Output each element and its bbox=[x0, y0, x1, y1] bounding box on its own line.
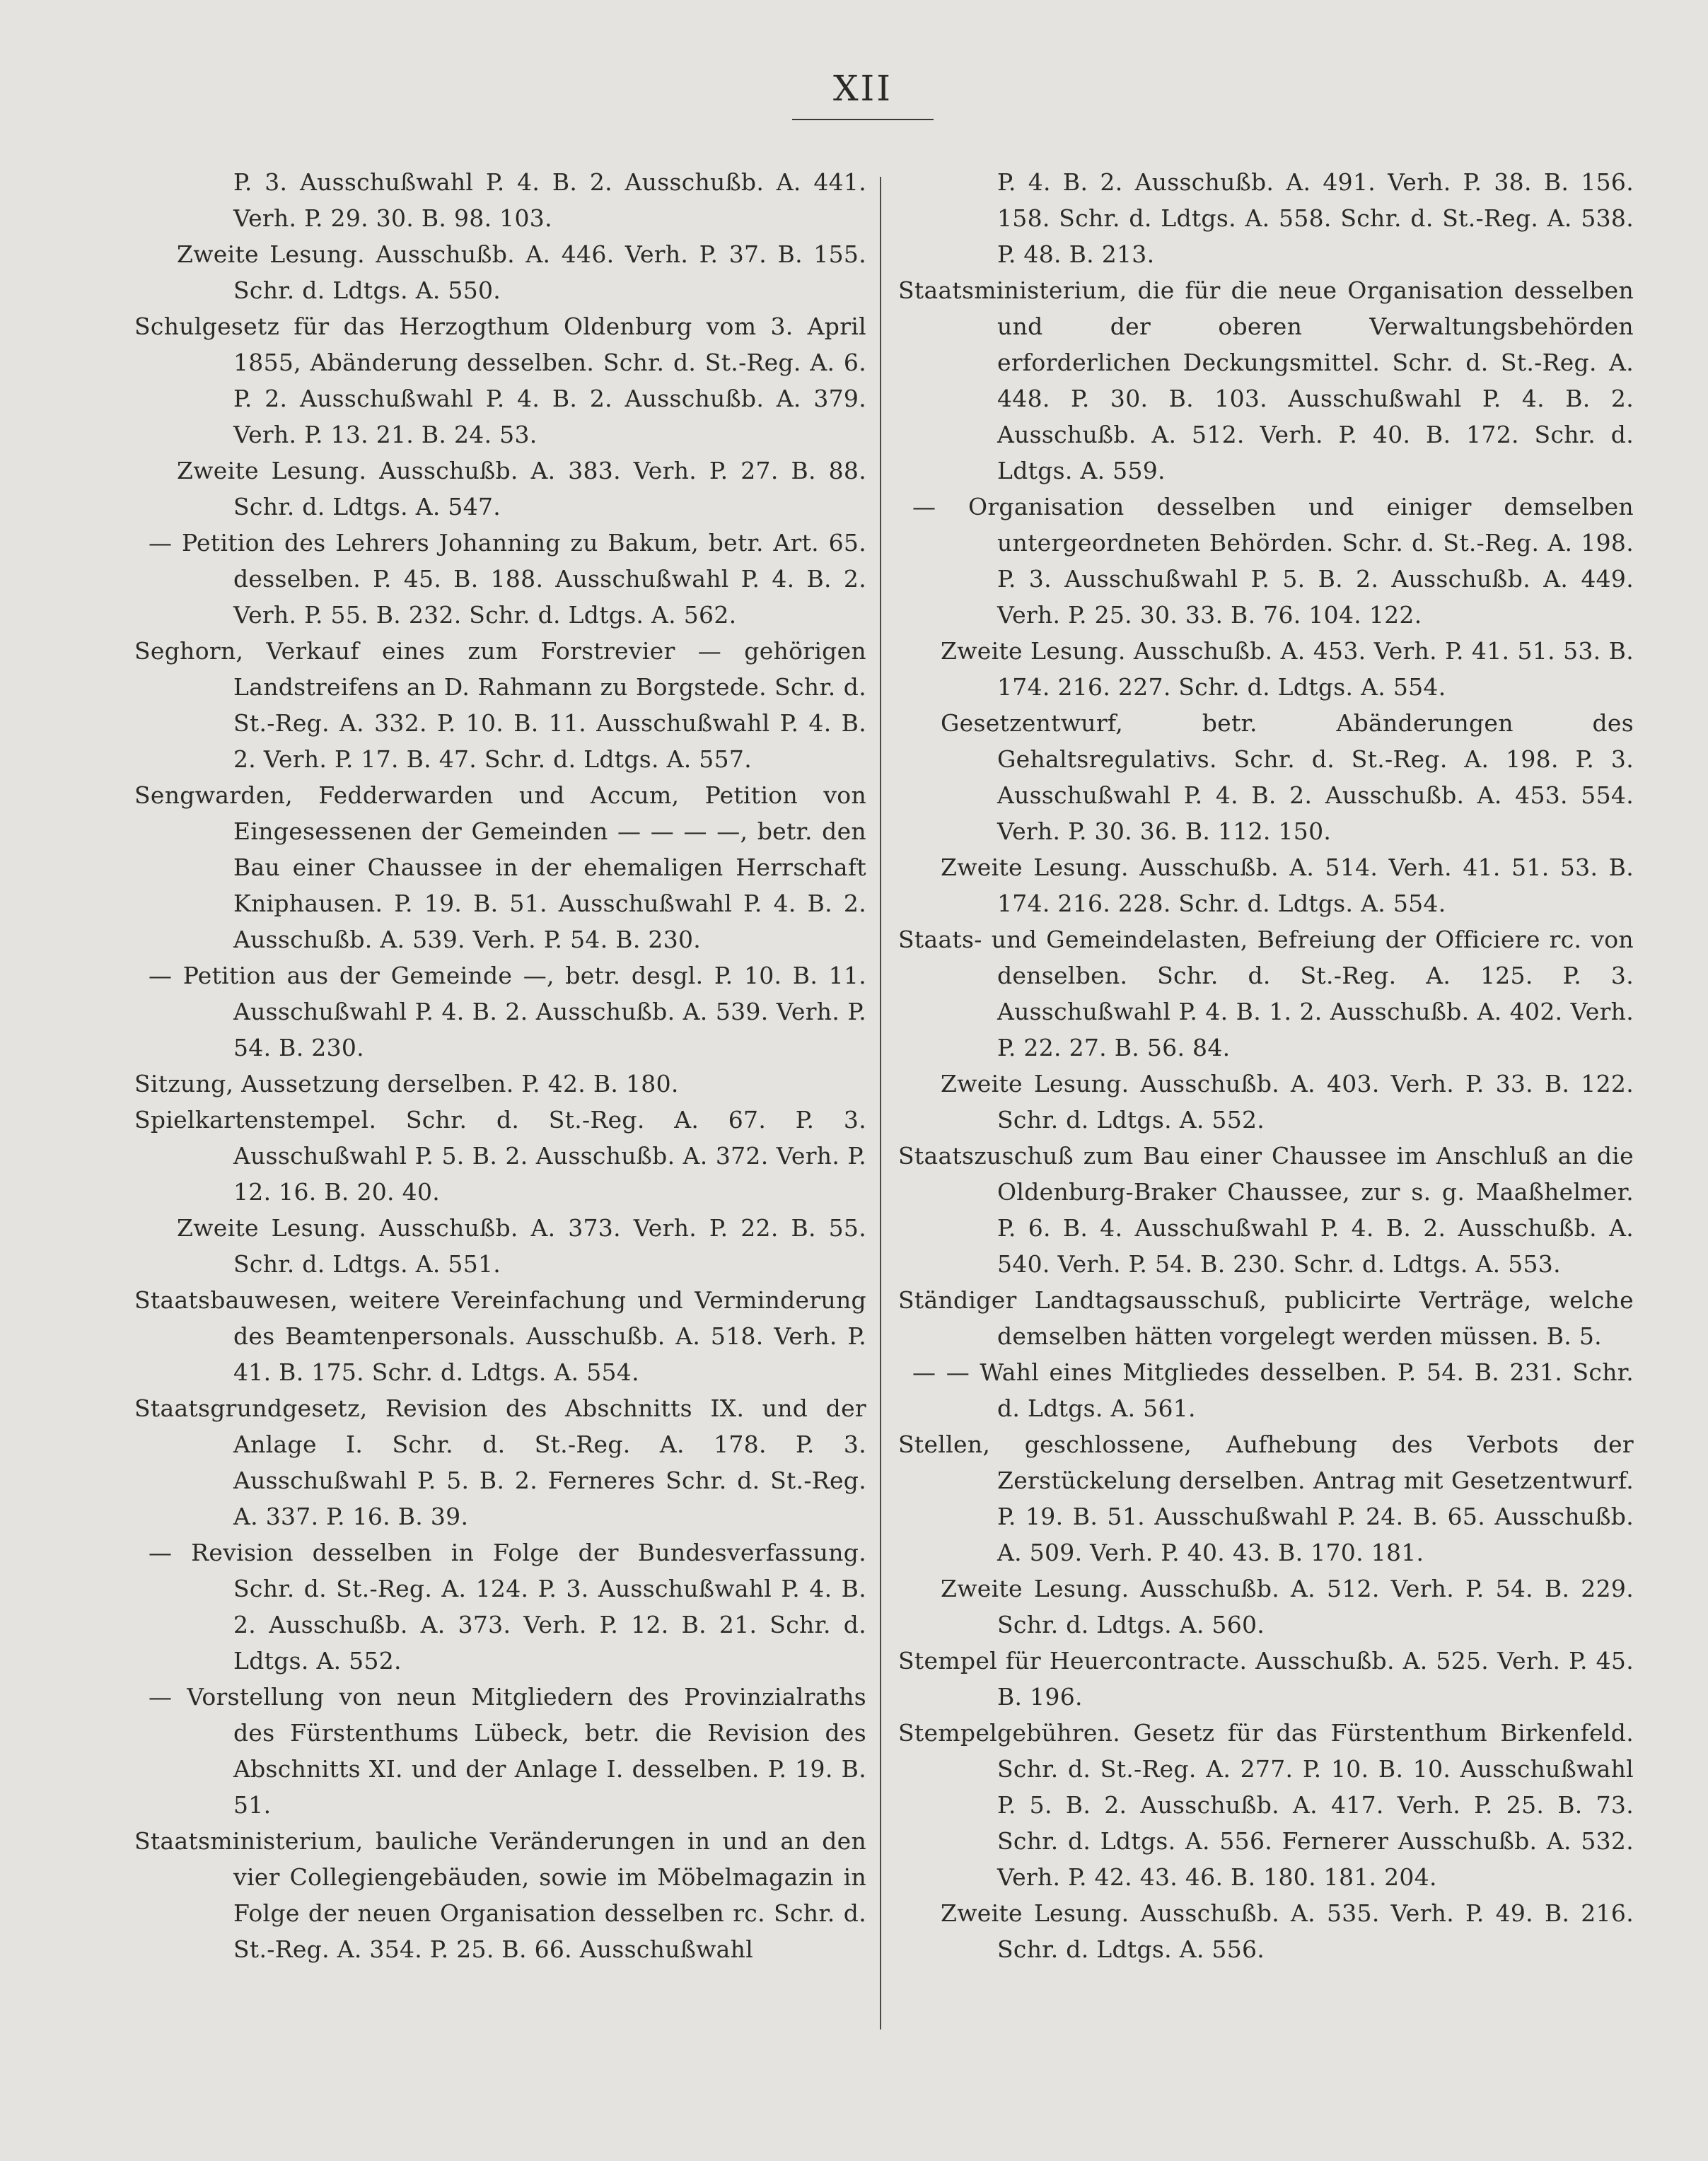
index-entry: Ständiger Landtagsausschuß, publicirte Verträge, welche demselben hätten vorgelegt werden müssen. B. 5. bbox=[898, 1286, 1634, 1350]
index-entry: Zweite Lesung. Ausschußb. A. 535. Verh. P. 49. B. 216. Schr. d. Ldtgs. A. 556. bbox=[941, 1899, 1634, 1963]
index-entry: Staatsbauwesen, weitere Vereinfachung und Verminderung des Beamtenpersonals. Ausschußb. A. 518. Verh. P. 41. B. 175. Schr. d. Ldtgs. A. 554. bbox=[134, 1286, 866, 1386]
index-entry: Zweite Lesung. Ausschußb. A. 512. Verh. P. 54. B. 229. Schr. d. Ldtgs. A. 560. bbox=[941, 1575, 1634, 1638]
index-entry: Zweite Lesung. Ausschußb. A. 453. Verh. P. 41. 51. 53. B. 174. 216. 227. Schr. d. Ldtgs. A. 554. bbox=[941, 637, 1634, 701]
index-entry: Zweite Lesung. Ausschußb. A. 514. Verh. 41. 51. 53. B. 174. 216. 228. Schr. d. Ldtgs. A. 554. bbox=[941, 854, 1634, 917]
index-entry: Sengwarden, Fedderwarden und Accum, Petition von Eingesessenen der Gemeinden — — — —, betr. den Bau einer Chaussee in der ehemaligen Herrschaft Kniphausen. P. 19. B. 51. Ausschußwahl P. 4. B. 2. Ausschußb. A. 539. Verh. P. 54. B. 230. bbox=[134, 781, 866, 953]
index-entry: Seghorn, Verkauf eines zum Forstrevier — gehörigen Landstreifens an D. Rahmann zu Borgstede. Schr. d. St.-Reg. A. 332. P. 10. B. 11. Ausschußwahl P. 4. B. 2. Verh. P. 17. B. 47. Schr. d. Ldtgs. A. 557. bbox=[134, 637, 866, 773]
index-entry: Staatszuschuß zum Bau einer Chaussee im Anschluß an die Oldenburg-Braker Chaussee, zur s. g. Maaßhelmer. P. 6. B. 4. Ausschußwahl P. 4. B. 2. Ausschußb. A. 540. Verh. P. 54. B. 230. Schr. d. Ldtgs. A. 553. bbox=[898, 1142, 1634, 1278]
index-entry: Staatsministerium, bauliche Veränderungen in und an den vier Collegiengebäuden, sowie im Möbelmagazin in Folge der neuen Organisation desselben rc. Schr. d. St.-Reg. A. 354. P. 25. B. 66. Ausschußwahl bbox=[134, 1827, 866, 1963]
index-entry: — Vorstellung von neun Mitgliedern des Provinzialraths des Fürstenthums Lübeck, betr. die Revision des Abschnitts XI. und der Anlage I. desselben. P. 19. B. 51. bbox=[149, 1683, 866, 1819]
index-entry: Zweite Lesung. Ausschußb. A. 446. Verh. P. 37. B. 155. Schr. d. Ldtgs. A. 550. bbox=[177, 240, 866, 304]
index-entry: — Petition aus der Gemeinde —, betr. desgl. P. 10. B. 11. Ausschußwahl P. 4. B. 2. Ausschußb. A. 539. Verh. P. 54. B. 230. bbox=[149, 962, 866, 1061]
index-entry: Zweite Lesung. Ausschußb. A. 373. Verh. P. 22. B. 55. Schr. d. Ldtgs. A. 551. bbox=[177, 1214, 866, 1278]
index-entry: — Petition des Lehrers Johanning zu Bakum, betr. Art. 65. desselben. P. 45. B. 188. Ausschußwahl P. 4. B. 2. Verh. P. 55. B. 232. Schr. d. Ldtgs. A. 562. bbox=[149, 529, 866, 629]
index-entry: — Revision desselben in Folge der Bundesverfassung. Schr. d. St.-Reg. A. 124. P. 3. Ausschußwahl P. 4. B. 2. Ausschußb. A. 373. Verh. P. 12. B. 21. Schr. d. Ldtgs. A. 552. bbox=[149, 1539, 866, 1674]
index-entry: Staats- und Gemeindelasten, Befreiung der Officiere rc. von denselben. Schr. d. St.-Reg. A. 125. P. 3. Ausschußwahl P. 4. B. 1. 2. Ausschußb. A. 402. Verh. P. 22. 27. B. 56. 84. bbox=[898, 926, 1634, 1061]
index-entry: Stellen, geschlossene, Aufhebung des Verbots der Zerstückelung derselben. Antrag mit Gesetzentwurf. P. 19. B. 51. Ausschußwahl P. 24. B. 65. Ausschußb. A. 509. Verh. P. 40. 43. B. 170. 181. bbox=[898, 1431, 1634, 1566]
index-entry: — — Wahl eines Mitgliedes desselben. P. 54. B. 231. Schr. d. Ldtgs. A. 561. bbox=[912, 1358, 1634, 1422]
index-entry: P. 3. Ausschußwahl P. 4. B. 2. Ausschußb. A. 441. Verh. P. 29. 30. B. 98. 103. bbox=[233, 168, 866, 232]
right-column bbox=[898, 164, 1634, 1967]
index-entry: Spielkartenstempel. Schr. d. St.-Reg. A. 67. P. 3. Ausschußwahl P. 5. B. 2. Ausschußb. A. 372. Verh. P. 12. 16. B. 20. 40. bbox=[134, 1106, 866, 1206]
index-entry: Staatsministerium, die für die neue Organisation desselben und der oberen Verwaltungsbehörden erforderlichen Deckungsmittel. Schr. d. St.-Reg. A. 448. P. 30. B. 103. Ausschußwahl P. 4. B. 2. Ausschußb. A. 512. Verh. P. 40. B. 172. Schr. d. Ldtgs. A. 559. bbox=[898, 276, 1634, 484]
column-divider bbox=[880, 177, 881, 2029]
index-entry: — Organisation desselben und einiger demselben untergeordneten Behörden. Schr. d. St.-Reg. A. 198. P. 3. Ausschußwahl P. 5. B. 2. Ausschußb. A. 449. Verh. P. 25. 30. 33. B. 76. 104. 122. bbox=[912, 493, 1634, 629]
index-entry: Stempelgebühren. Gesetz für das Fürstenthum Birkenfeld. Schr. d. St.-Reg. A. 277. P. 10. B. 10. Ausschußwahl P. 5. B. 2. Ausschußb. A. 417. Verh. P. 25. B. 73. Schr. d. Ldtgs. A. 556. Fernerer Ausschußb. A. 532. Verh. P. 42. 43. 46. B. 180. 181. 204. bbox=[898, 1719, 1634, 1891]
index-entry: Zweite Lesung. Ausschußb. A. 383. Verh. P. 27. B. 88. Schr. d. Ldtgs. A. 547. bbox=[177, 457, 866, 520]
index-entry: Zweite Lesung. Ausschußb. A. 403. Verh. P. 33. B. 122. Schr. d. Ldtgs. A. 552. bbox=[941, 1070, 1634, 1134]
page-number: XII bbox=[832, 68, 893, 109]
index-entry: Sitzung, Aussetzung derselben. P. 42. B. 180. bbox=[134, 1070, 679, 1097]
left-column bbox=[134, 164, 866, 1967]
header-rule bbox=[792, 119, 934, 120]
index-entry: Staatsgrundgesetz, Revision des Abschnitts IX. und der Anlage I. Schr. d. St.-Reg. A. 178. P. 3. Ausschußwahl P. 5. B. 2. Ferneres Schr. d. St.-Reg. A. 337. P. 16. B. 39. bbox=[134, 1394, 866, 1530]
index-entry: Schulgesetz für das Herzogthum Oldenburg vom 3. April 1855, Abänderung desselben. Schr. d. St.-Reg. A. 6. P. 2. Ausschußwahl P. 4. B. 2. Ausschußb. A. 379. Verh. P. 13. 21. B. 24. 53. bbox=[134, 313, 866, 448]
index-entry: Stempel für Heuercontracte. Ausschußb. A. 525. Verh. P. 45. B. 196. bbox=[898, 1647, 1634, 1711]
index-entry: Gesetzentwurf, betr. Abänderungen des Gehaltsregulativs. Schr. d. St.-Reg. A. 198. P. 3. Ausschußwahl P. 4. B. 2. Ausschußb. A. 453. 554. Verh. P. 30. 36. B. 112. 150. bbox=[941, 709, 1634, 845]
index-entry: P. 4. B. 2. Ausschußb. A. 491. Verh. P. 38. B. 156. 158. Schr. d. Ldtgs. A. 558. Schr. d. St.-Reg. A. 538. P. 48. B. 213. bbox=[997, 168, 1634, 268]
